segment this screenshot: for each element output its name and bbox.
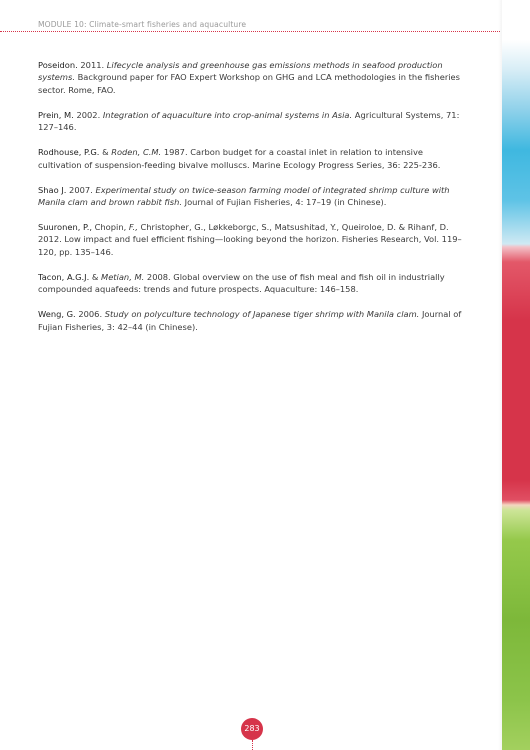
page-number-connector xyxy=(252,740,253,750)
reference-source: Christopher, G., Løkkeborgc, S., Matsushitad, Y., Queiroloe, D. & Rihanf, D. 2012. Low impact and fuel efficient fishing—looking beyond the horizon. Fisheries Research, Vol. 119–120, pp. 135–146. xyxy=(38,222,462,257)
reference-title: Integration of aquaculture into crop-animal systems in Asia. xyxy=(102,109,353,120)
header-divider xyxy=(0,31,500,32)
decorative-color-band xyxy=(502,0,530,750)
reference-entry xyxy=(38,59,466,96)
reference-author: Rodhouse, P.G. xyxy=(38,147,100,158)
reference-entry xyxy=(38,109,466,134)
reference-entry xyxy=(38,271,466,296)
reference-coauthor: F., xyxy=(128,222,138,233)
reference-pre: 2002. xyxy=(73,109,103,120)
reference-source: Agricultural Systems, 71: 127–146. xyxy=(38,109,460,133)
reference-pre: & xyxy=(99,147,112,158)
reference-pre: 2007. xyxy=(66,184,96,195)
reference-author: Shao J. xyxy=(38,184,67,195)
page-number-badge: 283 xyxy=(241,718,263,740)
reference-author: Poseidon. xyxy=(38,60,78,70)
color-band-shadow xyxy=(498,0,502,750)
reference-title: Experimental study on twice-season farming model of integrated shrimp culture with Manila clam and brown rabbit fish. xyxy=(38,184,450,208)
reference-source: 2008. Global overview on the use of fish meal and fish oil in industrially compounded aquafeeds: trends and future prospects. Aquaculture: 146–158. xyxy=(38,271,445,295)
reference-entry xyxy=(38,184,466,209)
reference-pre: 2006. xyxy=(75,309,105,320)
reference-author: Weng, G. xyxy=(38,309,76,320)
reference-entry xyxy=(38,146,466,171)
reference-author: Tacon, A.G.J. xyxy=(38,271,90,282)
reference-pre: Chopin, xyxy=(91,222,129,233)
reference-source: Background paper for FAO Expert Workshop on GHG and LCA methodologies in the fisheries sector. Rome, FAO. xyxy=(38,72,460,95)
reference-title: Lifecycle analysis and greenhouse gas emissions methods in seafood production systems. xyxy=(38,60,443,83)
reference-source: Journal of Fujian Fisheries, 3: 42–44 (in Chinese). xyxy=(38,309,462,332)
reference-source: 1987. Carbon budget for a coastal inlet in relation to intensive cultivation of suspension-feeding bivalve molluscs. Marine Ecology Progress Series, 36: 225-236. xyxy=(38,147,441,170)
reference-pre: 2011. xyxy=(77,60,107,70)
reference-list xyxy=(38,59,466,346)
reference-source: Journal of Fujian Fisheries, 4: 17–19 (in Chinese). xyxy=(182,197,387,208)
reference-author: Suuronen, P., xyxy=(38,222,92,233)
running-header: MODULE 10: Climate-smart fisheries and aquaculture xyxy=(38,20,247,29)
reference-pre: & xyxy=(89,271,102,282)
reference-title: Study on polyculture technology of Japanese tiger shrimp with Manila clam. xyxy=(104,309,420,320)
reference-entry xyxy=(38,221,466,258)
reference-coauthor: Roden, C.M. xyxy=(111,147,162,158)
reference-entry xyxy=(38,308,466,333)
reference-coauthor: Metian, M. xyxy=(101,271,145,282)
reference-author: Prein, M. xyxy=(38,109,74,120)
